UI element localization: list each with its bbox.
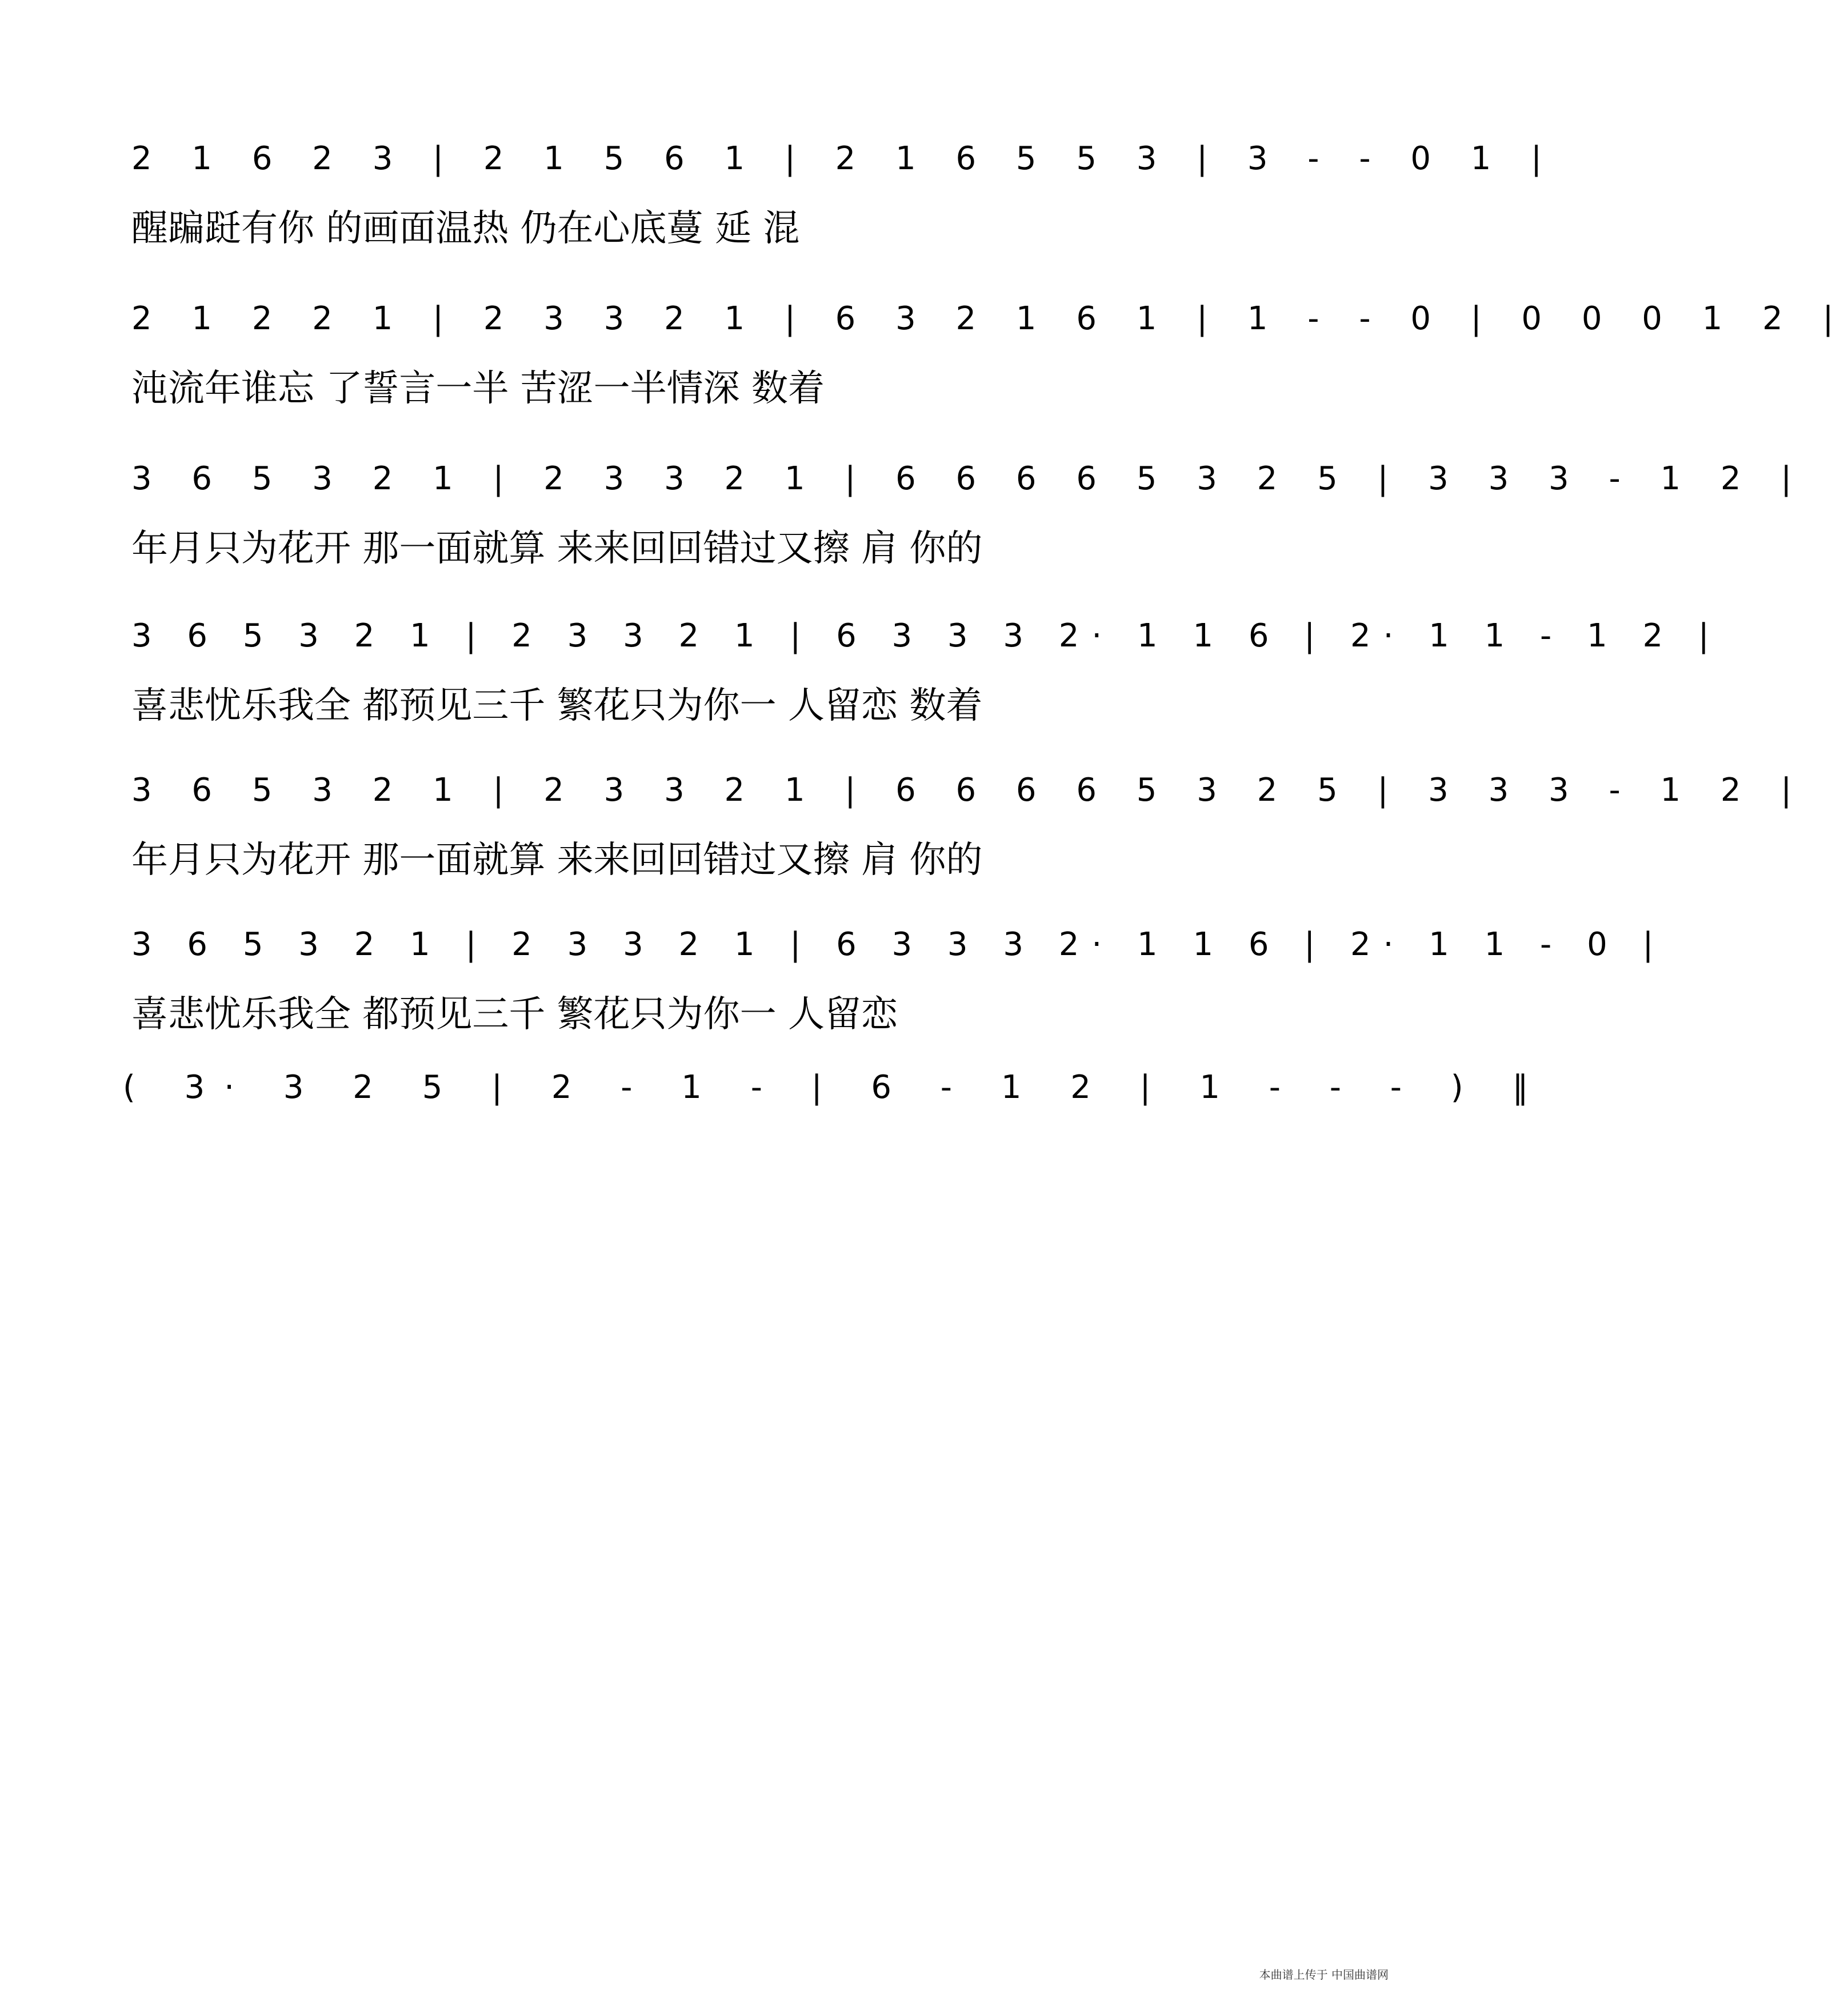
lyric-text: 年月只为花开 那一面就算 来来回回错过又擦 肩 你的 [131, 528, 983, 570]
lyric-text: 沌流年谁忘 了誓言一半 苦涩一半情深 数着 [131, 368, 825, 410]
notes: 3 6 5 3 2 1 | 2 3 3 2 1 | 6 3 3 3 2· 1 1 6 | 2· 1 1 - 0 | [131, 926, 1666, 963]
lyric-text: 喜悲忧乐我全 都预见三千 繁花只为你一 人留恋 [131, 993, 898, 1036]
lyrics [131, 834, 1297, 886]
footer-credit: 本曲谱上传于 中国曲谱网 [1259, 1968, 1389, 1982]
lyrics [131, 363, 1297, 414]
lyric-text: 喜悲忧乐我全 都预见三千 繁花只为你一 人留恋 数着 [131, 685, 983, 727]
lyric-text: 醒蹁跹有你 的画面温热 仍在心底蔓 延 混 [131, 207, 800, 250]
notes: ( 3· 3 2 5 | 2 - 1 - | 6 - 1 2 | 1 - - - ) ‖ [123, 1069, 1548, 1106]
lyrics [131, 680, 1297, 732]
notes: 2 1 2 2 1 | 2 3 3 2 1 | 6 3 2 1 6 1 | 1 - - 0 | 0 0 0 1 2 | [131, 300, 1848, 337]
lyric-text: 年月只为花开 那一面就算 来来回回错过又擦 肩 你的 [131, 839, 983, 881]
lyrics [131, 203, 1297, 254]
notes: 3 6 5 3 2 1 | 2 3 3 2 1 | 6 6 6 6 5 3 2 5 | 3 3 3 - 1 2 | [131, 772, 1807, 809]
notes: 3 6 5 3 2 1 | 2 3 3 2 1 | 6 3 3 3 2· 1 1 6 | 2· 1 1 - 1 2 | [131, 617, 1722, 654]
lyrics [131, 989, 1297, 1040]
notes: 2 1 6 2 3 | 2 1 5 6 1 | 2 1 6 5 5 3 | 3 - - 0 1 | [131, 140, 1557, 177]
lyrics [131, 523, 1297, 574]
notes: 3 6 5 3 2 1 | 2 3 3 2 1 | 6 6 6 6 5 3 2 5 | 3 3 3 - 1 2 | [131, 460, 1807, 497]
